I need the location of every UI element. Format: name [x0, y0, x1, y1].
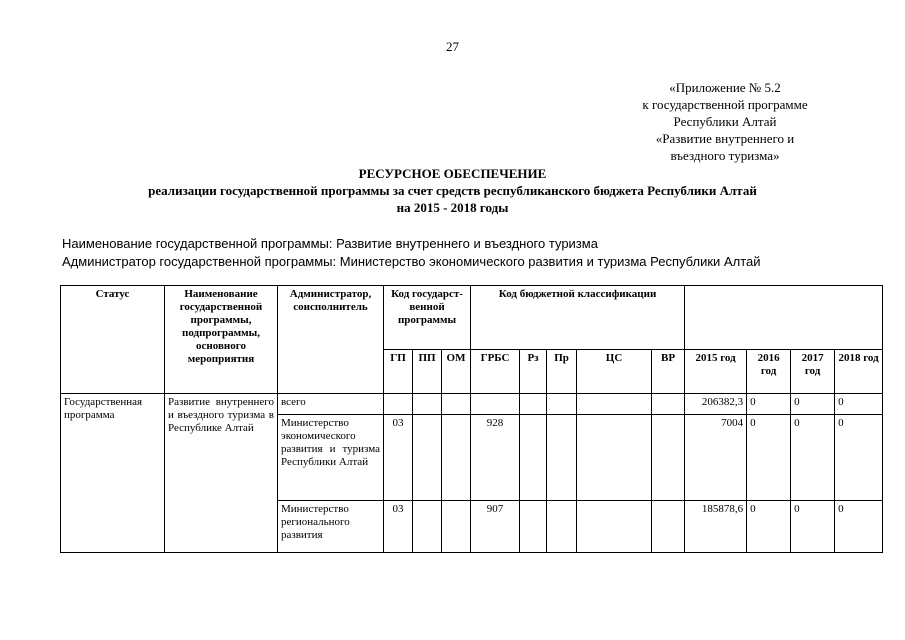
cs-cell	[577, 394, 652, 415]
header-pr: Пр	[547, 350, 577, 394]
gp-cell	[384, 394, 413, 415]
appendix-line: въездного туризма»	[670, 148, 780, 163]
vr-cell	[652, 501, 685, 553]
grbs-cell: 928	[471, 415, 520, 501]
value-2018: 0	[835, 501, 883, 553]
cs-cell	[577, 501, 652, 553]
value-2015: 206382,3	[685, 394, 747, 415]
header-grbs: ГРБС	[471, 350, 520, 394]
resource-table	[60, 285, 883, 553]
pr-cell	[547, 394, 577, 415]
header-program-code: Код государст-венной программы	[384, 286, 471, 350]
pp-cell	[413, 415, 442, 501]
header-2016: 2016 год	[747, 350, 791, 394]
header-years-group	[685, 286, 883, 350]
rz-cell	[520, 394, 547, 415]
pp-cell	[413, 501, 442, 553]
vr-cell	[652, 394, 685, 415]
header-pp: ПП	[413, 350, 442, 394]
document-title	[0, 165, 905, 216]
value-2016: 0	[747, 394, 791, 415]
appendix-line: к государственной программе	[642, 97, 808, 112]
pr-cell	[547, 415, 577, 501]
cs-cell	[577, 415, 652, 501]
vr-cell	[652, 415, 685, 501]
value-2016: 0	[747, 415, 791, 501]
value-2017: 0	[791, 415, 835, 501]
title-line: на 2015 - 2018 годы	[396, 200, 509, 215]
appendix-line: Республики Алтай	[673, 114, 777, 129]
header-name: Наименование государственной программы, подпрограммы, основного мероприятия	[165, 286, 278, 394]
program-name-line: Наименование государственной программы: Развитие внутреннего и въездного туризма	[62, 236, 598, 251]
header-cs: ЦС	[577, 350, 652, 394]
appendix-line: «Развитие внутреннего и	[655, 131, 795, 146]
header-vr: ВР	[652, 350, 685, 394]
value-2017: 0	[791, 501, 835, 553]
grbs-cell: 907	[471, 501, 520, 553]
appendix-line: «Приложение № 5.2	[669, 80, 781, 95]
title-line: РЕСУРСНОЕ ОБЕСПЕЧЕНИЕ	[358, 166, 547, 181]
pr-cell	[547, 501, 577, 553]
value-2018: 0	[835, 394, 883, 415]
header-admin: Администратор, соисполнитель	[278, 286, 384, 394]
header-om: ОМ	[442, 350, 471, 394]
admin-cell: Министерство регионального развития	[278, 501, 384, 553]
gp-cell: 03	[384, 415, 413, 501]
value-2016: 0	[747, 501, 791, 553]
program-admin-line: Администратор государственной программы: Министерство экономического развития и туризма Республики Алтай	[62, 254, 761, 269]
table-row	[61, 394, 883, 415]
admin-cell: Министерство экономического развития и туризма Республики Алтай	[278, 415, 384, 501]
header-2015: 2015 год	[685, 350, 747, 394]
om-cell	[442, 501, 471, 553]
value-2018: 0	[835, 415, 883, 501]
header-budget-code: Код бюджетной классификации	[471, 286, 685, 350]
header-status: Статус	[61, 286, 165, 394]
appendix-note	[620, 79, 830, 164]
gp-cell: 03	[384, 501, 413, 553]
header-2017: 2017 год	[791, 350, 835, 394]
rz-cell	[520, 415, 547, 501]
status-cell: Государственная программа	[61, 394, 165, 553]
page-number: 27	[446, 39, 459, 54]
rz-cell	[520, 501, 547, 553]
header-2018: 2018 год	[835, 350, 883, 394]
grbs-cell	[471, 394, 520, 415]
program-name-cell: Развитие внутреннего и въездного туризма в Республике Алтай	[165, 394, 278, 553]
value-2015: 7004	[685, 415, 747, 501]
value-2015: 185878,6	[685, 501, 747, 553]
om-cell	[442, 394, 471, 415]
program-info	[62, 235, 882, 271]
pp-cell	[413, 394, 442, 415]
admin-cell: всего	[278, 394, 384, 415]
header-row	[61, 286, 883, 350]
header-gp: ГП	[384, 350, 413, 394]
value-2017: 0	[791, 394, 835, 415]
om-cell	[442, 415, 471, 501]
title-line: реализации государственной программы за счет средств республиканского бюджета Республики Алтай	[148, 183, 757, 198]
header-rz: Рз	[520, 350, 547, 394]
